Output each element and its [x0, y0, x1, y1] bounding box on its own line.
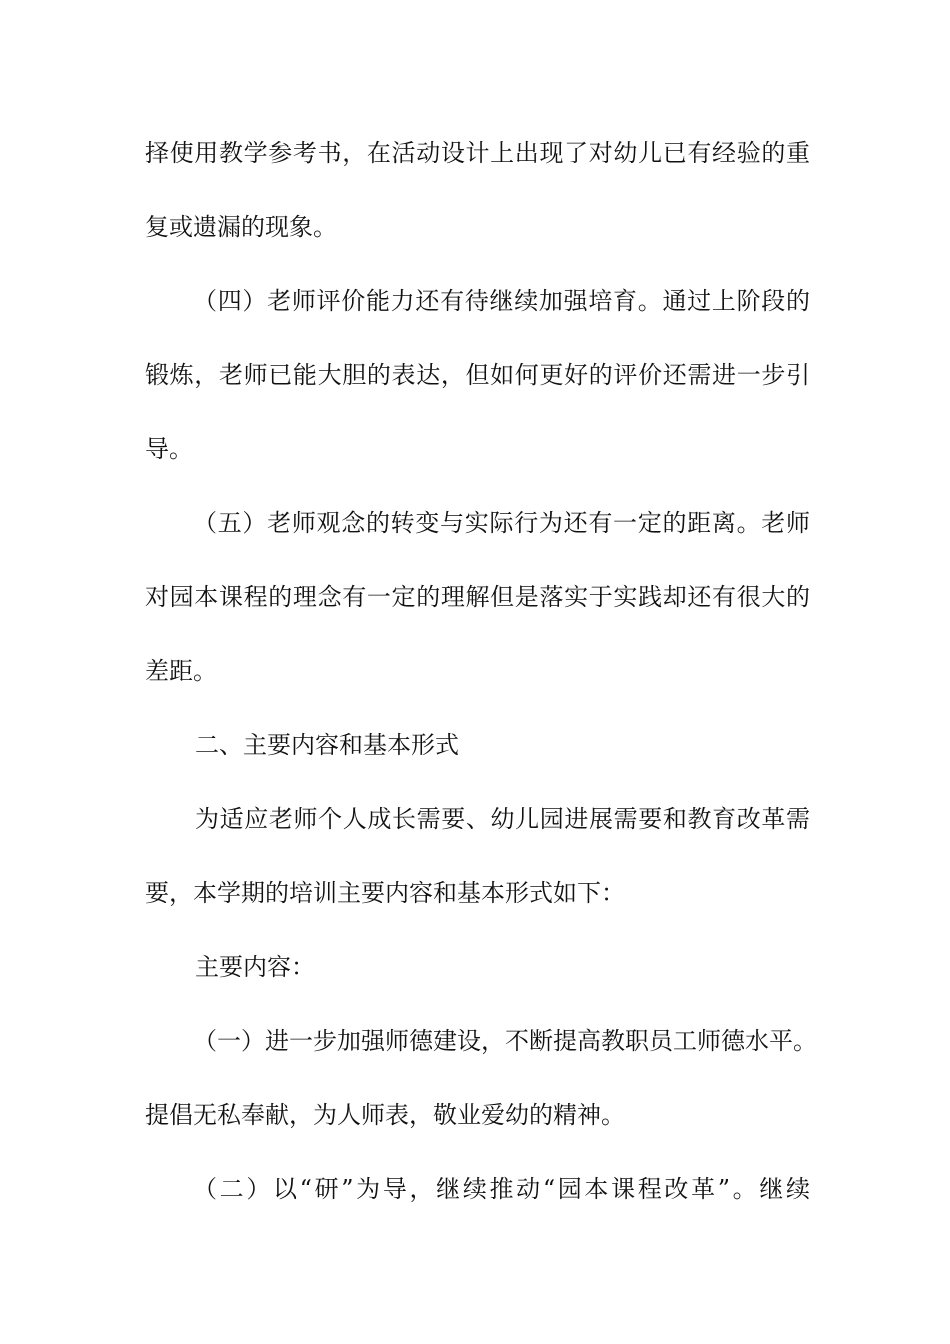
body-text-line: 为适应老师个人成长需要、幼儿园进展需要和教育改革需: [195, 805, 810, 833]
body-text-line: 复或遗漏的现象。: [145, 213, 337, 241]
body-text-line: （五）老师观念的转变与实际行为还有一定的距离。老师: [193, 509, 810, 537]
body-text-line: 提倡无私奉献，为人师表，敬业爱幼的精神。: [145, 1101, 625, 1129]
body-text-line: 择使用教学参考书，在活动设计上出现了对幼儿已有经验的重: [145, 139, 810, 167]
body-text-line: （四）老师评价能力还有待继续加强培育。通过上阶段的: [193, 287, 810, 315]
body-text-line: （一）进一步加强师德建设，不断提高教职员工师德水平。: [193, 1027, 817, 1055]
body-text-line: 要，本学期的培训主要内容和基本形式如下：: [145, 879, 625, 907]
body-text-line: （二）以“研”为导，继续推动“园本课程改革”。继续: [193, 1175, 810, 1203]
subheading: 主要内容：: [195, 953, 315, 981]
section-heading: 二、主要内容和基本形式: [195, 731, 459, 759]
body-text-line: 锻炼，老师已能大胆的表达，但如何更好的评价还需进一步引: [145, 361, 810, 389]
body-text-line: 导。: [145, 435, 193, 463]
body-text-line: 对园本课程的理念有一定的理解但是落实于实践却还有很大的: [145, 583, 810, 611]
body-text-line: 差距。: [145, 657, 217, 685]
